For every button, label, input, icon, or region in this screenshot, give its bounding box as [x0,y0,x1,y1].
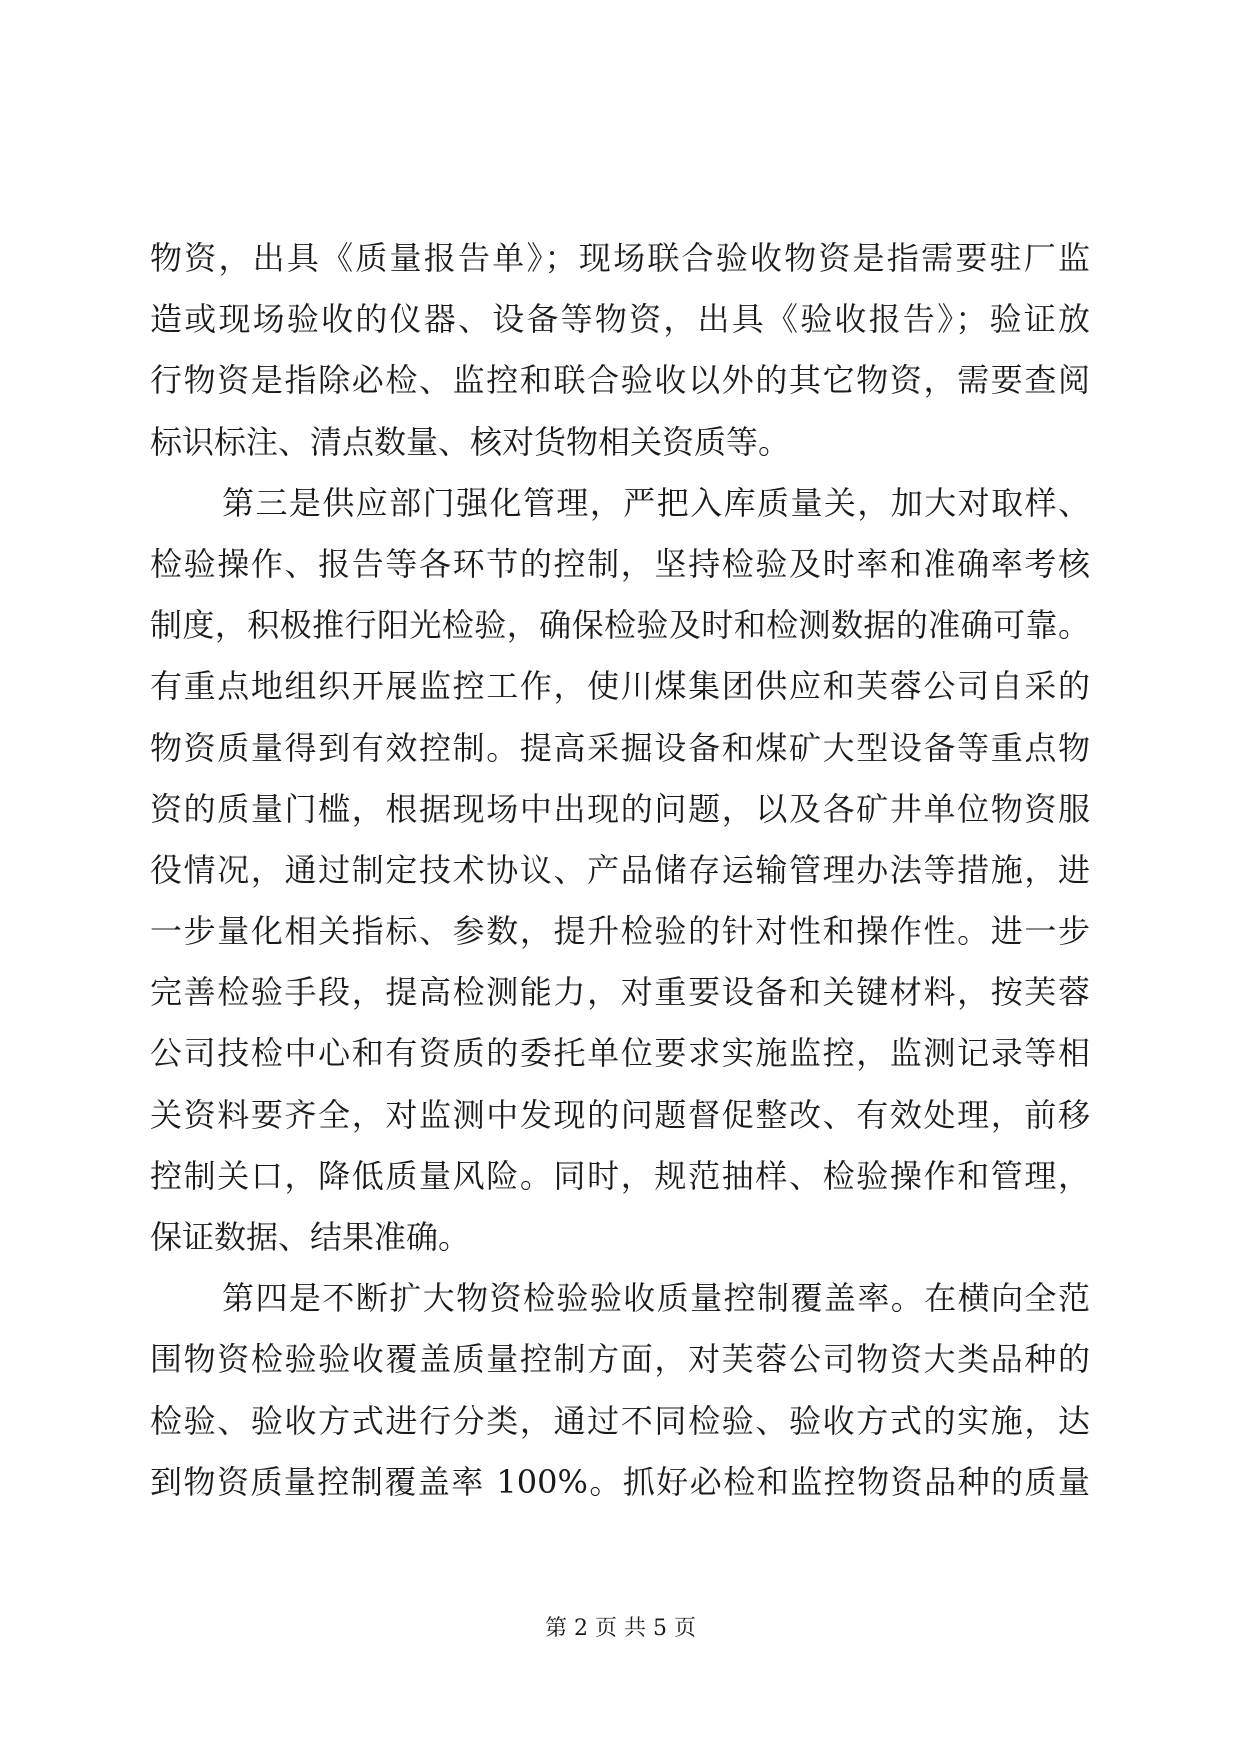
text-line: 一步量化相关指标、参数，提升检验的针对性和操作性。进一步 [150,912,1090,951]
paragraph-start-line: 第三是供应部门强化管理，严把入库质量关，加大对取样、 [222,483,1090,522]
text-line: 公司技检中心和有资质的委托单位要求实施监控，监测记录等相 [150,1034,1090,1073]
text-line: 行物资是指除必检、监控和联合验收以外的其它物资，需要查阅 [150,361,1090,400]
text-line: 控制关口，降低质量风险。同时，规范抽样、检验操作和管理， [150,1156,1090,1195]
text-line: 到物资质量控制覆盖率 100%。抓好必检和监控物资品种的质量 [150,1462,1090,1501]
text-line: 物资质量得到有效控制。提高采掘设备和煤矿大型设备等重点物 [150,728,1090,767]
text-line: 造或现场验收的仪器、设备等物资，出具《验收报告》；验证放 [150,300,1090,339]
paragraph-start-line: 第四是不断扩大物资检验验收质量控制覆盖率。在横向全范 [222,1279,1090,1318]
text-line: 资的质量门槛，根据现场中出现的问题，以及各矿井单位物资服 [150,789,1090,828]
text-line: 役情况，通过制定技术协议、产品储存运输管理办法等措施，进 [150,850,1090,889]
text-line: 关资料要齐全，对监测中发现的问题督促整改、有效处理，前移 [150,1095,1090,1134]
text-line: 检验操作、报告等各环节的控制，坚持检验及时率和准确率考核 [150,544,1090,583]
text-line: 检验、验收方式进行分类，通过不同检验、验收方式的实施，达 [150,1401,1090,1440]
text-line: 有重点地组织开展监控工作，使川煤集团供应和芙蓉公司自采的 [150,667,1090,706]
text-line: 标识标注、清点数量、核对货物相关资质等。 [150,422,791,461]
page-number-footer: 第 2 页 共 5 页 [545,1616,696,1641]
text-line: 物资，出具《质量报告单》；现场联合验收物资是指需要驻厂监 [150,239,1090,277]
text-line: 围物资检验验收覆盖质量控制方面，对芙蓉公司物资大类品种的 [150,1340,1090,1379]
body-text [150,228,1090,1513]
text-line: 保证数据、结果准确。 [150,1218,471,1256]
text-line: 制度，积极推行阳光检验，确保检验及时和检测数据的准确可靠。 [150,606,1090,645]
text-line: 完善检验手段，提高检测能力，对重要设备和关键材料，按芙蓉 [150,973,1090,1012]
